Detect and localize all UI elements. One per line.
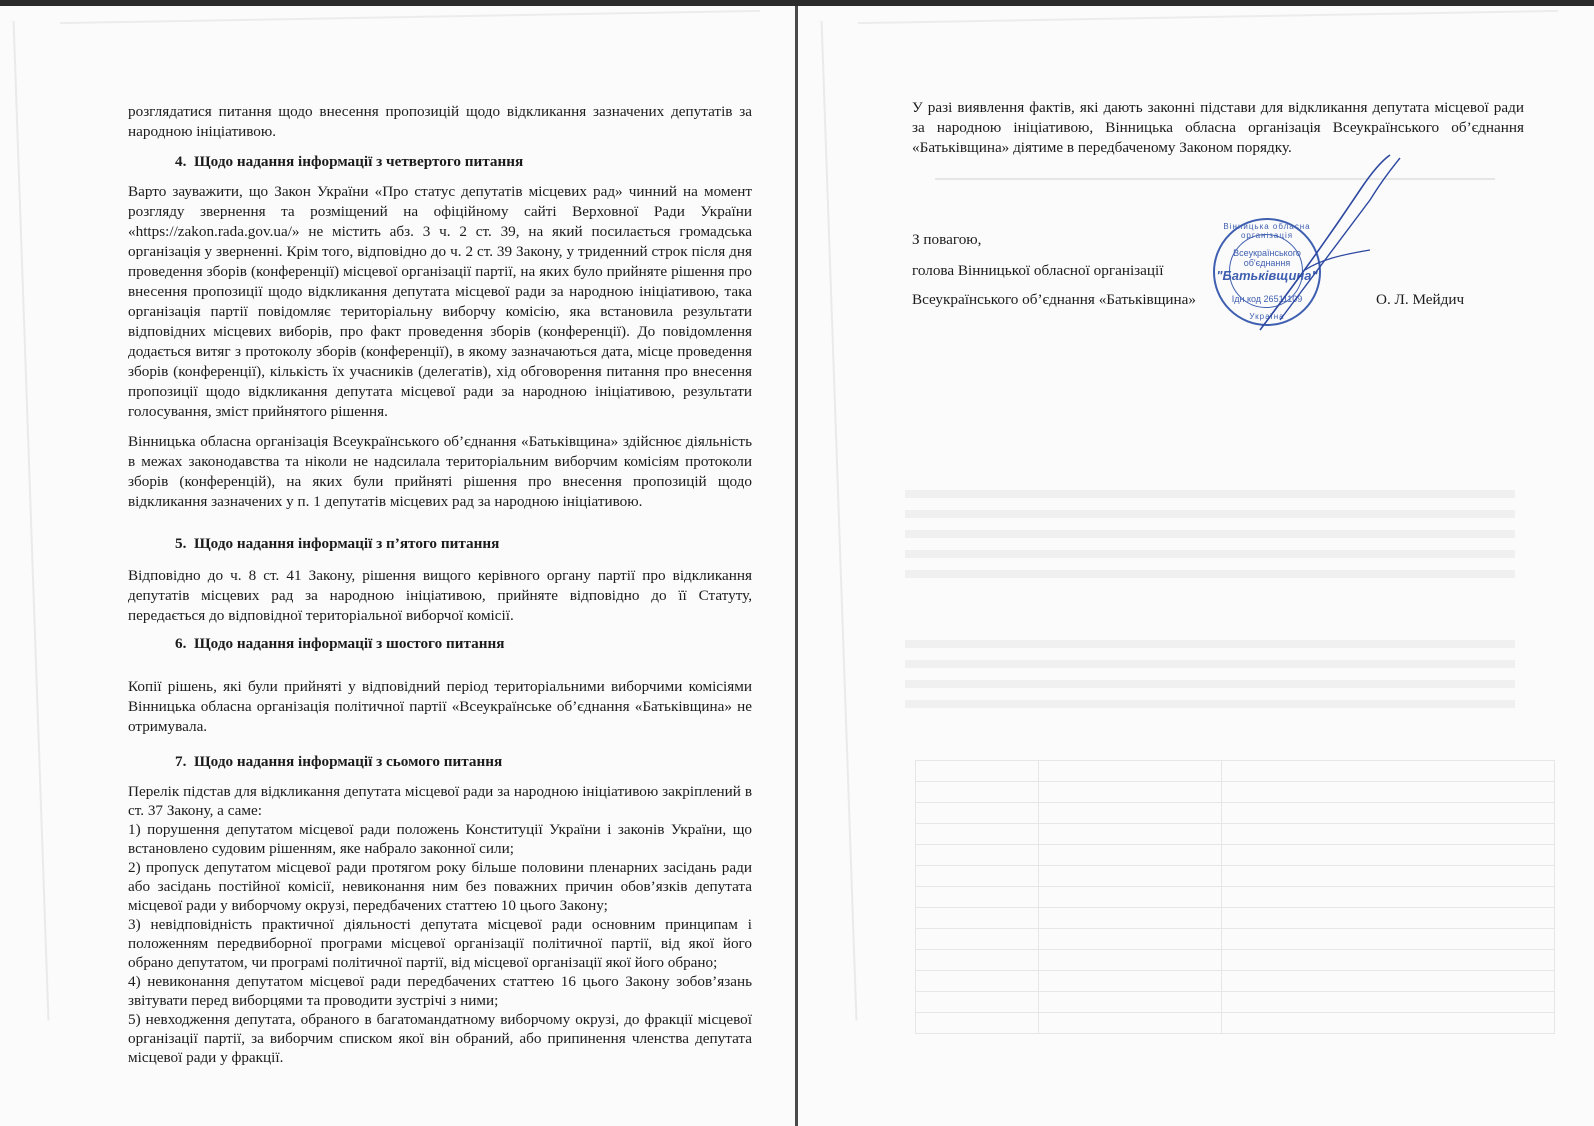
section-5-paragraph: Відповідно до ч. 8 ст. 41 Закону, рішення вищого керівного органу партії про відкликання депутатів місцевих рад за народною ініціативою, прийняте відповідно до її Статуту, передається до відповідної територіальної виборчої комісії. [128, 567, 752, 624]
stamp-small-text: Всеукраїнського об'єднання [1233, 248, 1301, 268]
signer-name: О. Л. Мейдич [1376, 291, 1465, 308]
list-item: 3) невідповідність практичної діяльності депутата місцевої ради основним принципам і положенням передвиборної програми місцевої організації політичної партії, від якої його обрано депутатом, чи програмі політичної партії, від місцевої організації якої його обрано; [128, 916, 752, 971]
bleed-text-block [905, 640, 1515, 720]
page-edge-shadow [13, 20, 90, 1021]
right-paragraph-text: У разі виявлення фактів, які дають законні підстави для відкликання депутата місцевої ради за народною ініціативою, Вінницька обласна організація Всеукраїнського об’єднання «Батьківщина» діятиме в передбаченому Законом порядку. [912, 99, 1524, 156]
intro-paragraph [128, 102, 752, 142]
page-edge-shadow-top [60, 10, 760, 32]
section-5-heading: 5. Щодо надання інформації з п’ятого питання [175, 535, 500, 552]
section-6-body [128, 677, 752, 737]
bleed-table [915, 760, 1555, 1034]
right-paragraph [912, 98, 1524, 158]
signer-title-line-1: голова Вінницької обласної організації [912, 262, 1164, 279]
bleed-line [935, 178, 1495, 180]
list-item: 5) невходження депутата, обраного в багатомандатному виборчому окрузі, до фракції місцевої організації партії, за виборчим списком якої він обраний, або припинення членства депутата місцевої ради у фракції. [128, 1011, 752, 1066]
section-5-body [128, 566, 752, 626]
section-4-body [128, 182, 752, 512]
intro-text: розглядатися питання щодо внесення пропозицій щодо відкликання зазначених депутатів за народною ініціативою. [128, 103, 752, 140]
signature-icon [1250, 150, 1410, 340]
page-edge-shadow-top [858, 10, 1558, 32]
section-4-paragraph-1: Варто зауважити, що Закон України «Про статус депутатів місцевих рад» чинний на момент розгляду звернення та розміщений на офіційному сайті Верховної Ради України «https://zakon.rada.gov.ua/» не містить абз. 3 ч. 2 ст. 39, на який посилається громадська організація у зверненні. Крім того, відповідно до ч. 2 ст. 39 Закону, у триденний строк після дня проведення зборів (конференції) місцевої організації партії, на яких було прийняте рішення про внесення пропозиції щодо відкликання депутата місцевої ради за народною ініціативою, така організація партії повідомляє територіальну виборчу комісію, яка встановила результати відповідних місцевих виборів, про факт проведення зборів (конференції). До повідомлення додається витяг з протоколу зборів (конференції), в якому зазначаються дата, місце проведення зборів (конференції), кількість їх учасників (делегатів), хід обговорення питання про внесення пропозиції щодо відкликання депутата місцевої ради за народною ініціативою, результати голосування, зміст прийнятого рішення. [128, 183, 752, 420]
stamp-code: Ідн.код 26511109 [1231, 294, 1303, 304]
section-4-paragraph-2: Вінницька обласна організація Всеукраїнського об’єднання «Батьківщина» здійснює діяльність в межах законодавства та ніколи не надсилала територіальним виборчим комісіям протоколи зборів (конференцій), на яких були прийняті рішення про внесення пропозицій щодо відкликання зазначених у п. 1 депутатів місцевих рад за народною ініціативою. [128, 433, 752, 510]
section-6-heading: 6. Щодо надання інформації з шостого питання [175, 635, 505, 652]
bleed-text-block [905, 490, 1515, 590]
stamp-bottom-text: Україна [1249, 312, 1285, 321]
section-7-heading: 7. Щодо надання інформації з сьомого питання [175, 753, 503, 770]
list-item: 1) порушення депутатом місцевої ради положень Конституції України і законів України, що встановлено судовим рішенням, яке набрало законної сили; [128, 821, 752, 857]
stamp-name: "Батьківщина" [1216, 268, 1318, 283]
list-item: 4) невиконання депутатом місцевої ради передбачених статтею 16 цього Закону зобов’язань звітувати перед виборцями та проводити зустрічі з ними; [128, 973, 752, 1009]
section-7-intro: Перелік підстав для відкликання депутата місцевої ради за народною ініціативою закріплений в ст. 37 Закону, а саме: [128, 783, 752, 819]
signer-title-line-2: Всеукраїнського об’єднання «Батьківщина» [912, 291, 1196, 308]
stamp-ring-text: Вінницька обласна організація [1223, 222, 1311, 240]
section-7-body [128, 782, 752, 1067]
page-edge-shadow [821, 20, 898, 1021]
list-item: 2) пропуск депутатом місцевої ради протягом року більше половини пленарних засідань ради або засідань постійної комісії, невиконання ним без поважних причин обов’язків депутата місцевої ради у виборчому окрузі, передбачених статтею 10 цього Закону; [128, 859, 752, 914]
closing: З повагою, [912, 231, 982, 248]
section-6-paragraph: Копії рішень, які були прийняті у відповідний період територіальними виборчими комісіями Вінницька обласна організація політичної партії «Всеукраїнське об’єднання «Батьківщина» не отримувала. [128, 678, 752, 735]
section-4-heading: 4. Щодо надання інформації з четвертого питання [175, 153, 524, 170]
